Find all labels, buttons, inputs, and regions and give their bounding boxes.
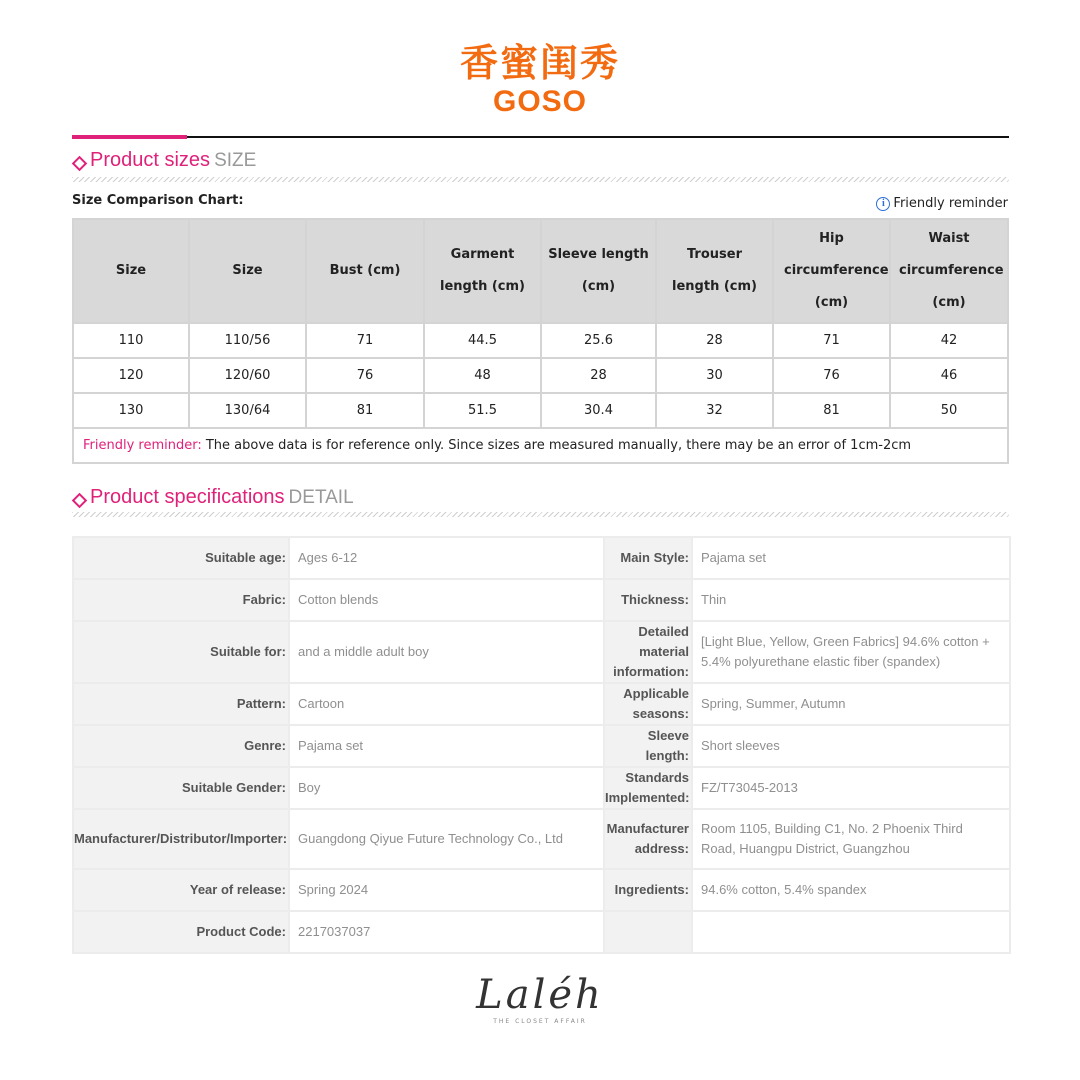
info-icon: i [876,197,890,211]
column-header: Bust (cm) [306,219,424,323]
spec-label: Sleeve length: [604,725,692,767]
spec-section-title: Product specifications [90,486,285,508]
spec-label: Suitable age: [73,537,289,579]
table-cell: 120 [73,358,189,393]
spec-section-title-en: DETAIL [288,487,354,508]
signature-text: Laléh [476,972,604,1018]
table-cell: 44.5 [424,323,541,358]
spec-label: Genre: [73,725,289,767]
table-cell: 120/60 [189,358,306,393]
table-cell: 81 [306,393,424,428]
spec-value: Cartoon [289,683,604,725]
spec-label: Suitable for: [73,621,289,683]
sizes-section-heading [72,149,1009,177]
table-cell: 28 [656,323,773,358]
spec-row [73,683,1010,725]
table-cell: 71 [306,323,424,358]
header-divider [72,136,1009,138]
sizes-section-title: Product sizes [90,149,211,171]
spec-value: Thin [692,579,1010,621]
friendly-reminder-label: Friendly reminder [893,196,1008,211]
spec-row [73,579,1010,621]
spec-value: Spring 2024 [289,869,604,911]
table-cell: 110 [73,323,189,358]
diamond-icon [72,156,88,172]
spec-label: Main Style: [604,537,692,579]
spec-row [73,537,1010,579]
spec-value: [Light Blue, Yellow, Green Fabrics] 94.6% cotton + 5.4% polyurethane elastic fiber (spandex) [692,621,1010,683]
specifications-table [72,536,1011,954]
spec-value: Pajama set [289,725,604,767]
table-note-row [73,428,1008,463]
spec-label: Suitable Gender: [73,767,289,809]
table-cell: 110/56 [189,323,306,358]
spec-label: Product Code: [73,911,289,953]
table-cell: 28 [541,358,656,393]
spec-value: Room 1105, Building C1, No. 2 Phoenix Third Road, Huangpu District, Guangzhou [692,809,1010,869]
column-header: Waist circumference (cm) [890,219,1008,323]
table-header-row [73,219,1008,323]
header-divider-accent [72,135,187,139]
spec-value: Guangdong Qiyue Future Technology Co., Ltd [289,809,604,869]
table-cell: 46 [890,358,1008,393]
spec-label: Manufacturer/Distributor/Importer: [73,809,289,869]
diamond-icon [72,493,88,509]
spec-label [604,911,692,953]
column-header: Hip circumference (cm) [773,219,890,323]
spec-value: Pajama set [692,537,1010,579]
spec-value: Ages 6-12 [289,537,604,579]
table-cell: 50 [890,393,1008,428]
spec-label: Pattern: [73,683,289,725]
column-header: Size [189,219,306,323]
spec-label: Applicable seasons: [604,683,692,725]
friendly-reminder-link[interactable] [876,196,1008,211]
spec-label: Year of release: [73,869,289,911]
table-cell: 76 [773,358,890,393]
table-cell: 48 [424,358,541,393]
sizes-section-title-en: SIZE [214,150,257,171]
signature-tagline: THE CLOSET AFFAIR [493,1018,587,1025]
spec-label: Ingredients: [604,869,692,911]
table-cell: 130 [73,393,189,428]
spec-section-heading [72,486,1009,514]
spec-row [73,621,1010,683]
spec-value: FZ/T73045-2013 [692,767,1010,809]
table-cell: 76 [306,358,424,393]
spec-value: Boy [289,767,604,809]
section-divider [72,177,1009,182]
table-cell: 30.4 [541,393,656,428]
brand-logo [0,40,1080,118]
spec-value: 94.6% cotton, 5.4% spandex [692,869,1010,911]
spec-row [73,767,1010,809]
table-cell: 130/64 [189,393,306,428]
table-cell: 30 [656,358,773,393]
spec-label: Manufacturer address: [604,809,692,869]
brand-name-en: GOSO [492,85,587,118]
table-cell: 25.6 [541,323,656,358]
table-cell: 51.5 [424,393,541,428]
spec-value: 2217037037 [289,911,604,953]
spec-value: and a middle adult boy [289,621,604,683]
table-cell: 81 [773,393,890,428]
table-cell: 71 [773,323,890,358]
table-row [73,358,1008,393]
spec-value: Spring, Summer, Autumn [692,683,1010,725]
spec-label: Standards Implemented: [604,767,692,809]
table-cell: 32 [656,393,773,428]
table-row [73,323,1008,358]
size-comparison-table [72,218,1009,464]
section-divider [72,512,1009,517]
spec-value: Short sleeves [692,725,1010,767]
size-note [73,428,1008,463]
column-header: Trouser length (cm) [656,219,773,323]
column-header: Garment length (cm) [424,219,541,323]
spec-label: Fabric: [73,579,289,621]
spec-value: Cotton blends [289,579,604,621]
size-chart-label: Size Comparison Chart: [72,193,244,208]
table-row [73,393,1008,428]
spec-row [73,809,1010,869]
table-cell: 42 [890,323,1008,358]
spec-label: Detailed material information: [604,621,692,683]
size-note-lead: Friendly reminder: [83,438,202,453]
size-note-text: The above data is for reference only. Since sizes are measured manually, there may be an error of 1cm-2cm [201,438,912,453]
column-header: Size [73,219,189,323]
signature-logo [0,966,1080,1025]
spec-label: Thickness: [604,579,692,621]
brand-name-cn: 香蜜闺秀 [459,41,620,85]
spec-row [73,869,1010,911]
column-header: Sleeve length (cm) [541,219,656,323]
spec-value [692,911,1010,953]
spec-row [73,911,1010,953]
spec-row [73,725,1010,767]
